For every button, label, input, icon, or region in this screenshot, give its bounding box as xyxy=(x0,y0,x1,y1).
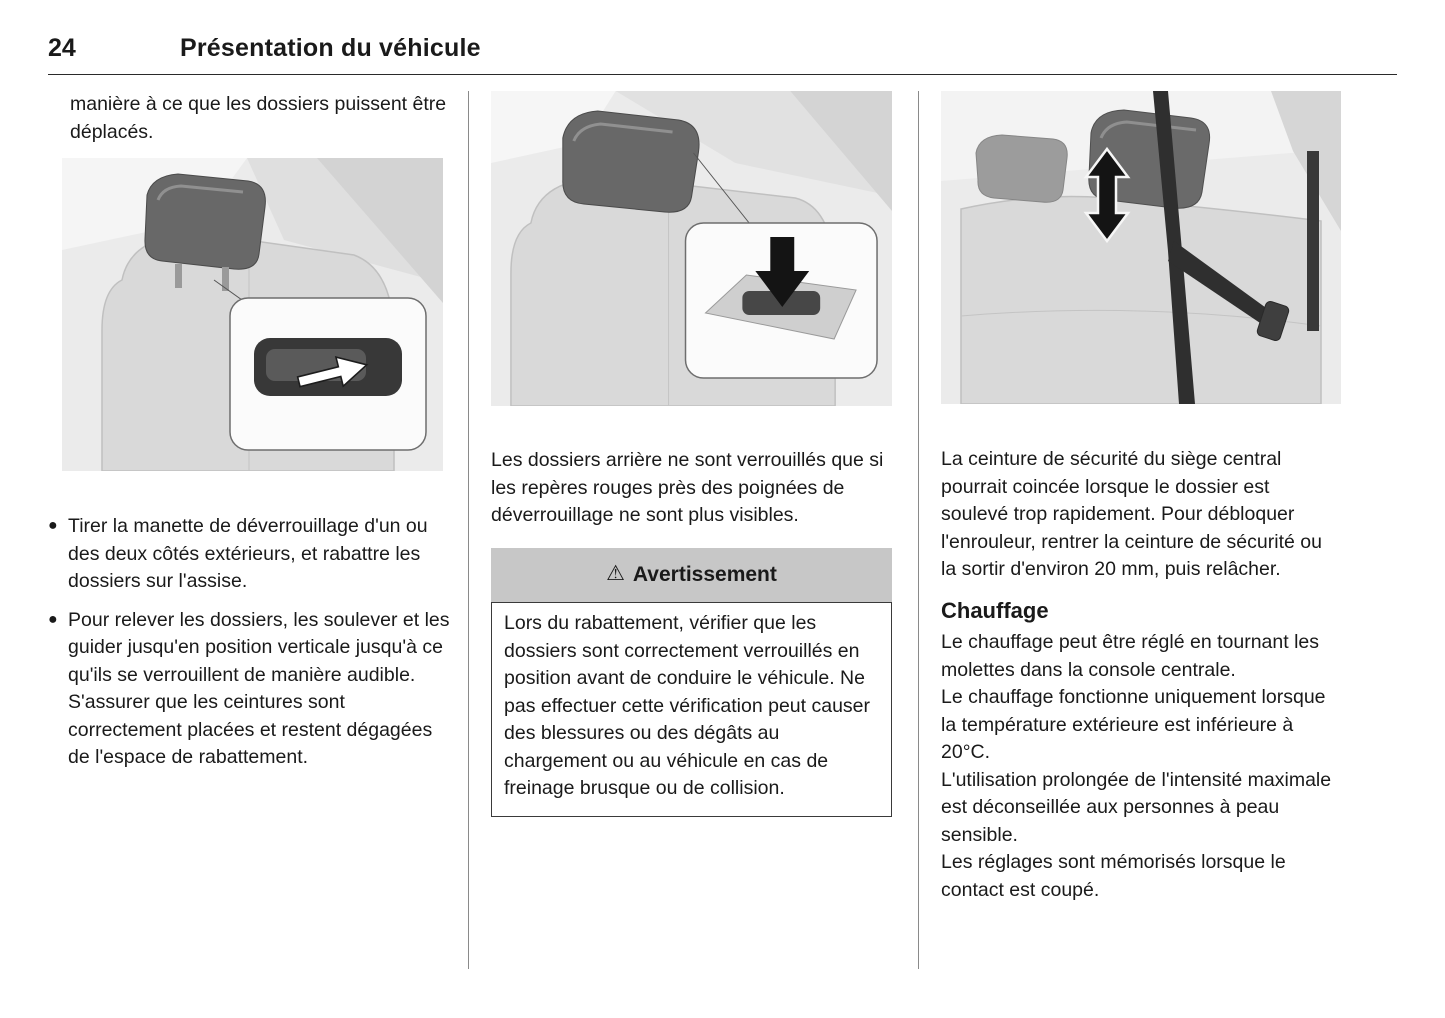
warning-header xyxy=(491,548,892,603)
content-columns xyxy=(48,91,1397,969)
bullet-icon: ● xyxy=(48,610,58,628)
headrest-post-left xyxy=(175,264,182,288)
heading-chauffage: Chauffage xyxy=(941,597,1049,623)
column-right xyxy=(919,91,1397,969)
warning-icon: ⚠ xyxy=(606,561,625,585)
list-item-text: Pour relever les dossiers, les soulever et les guider jusqu'en position verticale jusqu'à ce qu'ils se verrouillent de manière audible. S'assurer que les ceintures sont correctement placées et restent dégagées de l'espace de rabattement. xyxy=(68,608,450,768)
header-rule xyxy=(48,74,1397,75)
lock-indicator-text: Les dossiers arrière ne sont verrouillés que si les repères rouges près des poignées de déverrouillage ne sont plus visibles. xyxy=(491,449,884,526)
seat-fold-release-illustration xyxy=(62,158,443,471)
warning-box xyxy=(491,548,892,817)
column-middle xyxy=(469,91,918,969)
side-belt-strap xyxy=(1307,151,1319,331)
headrest-left xyxy=(976,135,1067,202)
headrest-post-right xyxy=(222,267,229,291)
list-item xyxy=(48,607,456,772)
belt-caution-text: La ceinture de sécurité du siège central pourrait coincée lorsque le dossier est soulevé trop rapidement. Pour débloquer l'enrouleur, rentrer la ceinture de sécurité ou la sortir d'environ 20 mm, puis relâcher. xyxy=(941,448,1322,580)
instruction-list xyxy=(48,513,456,772)
page-number: 24 xyxy=(48,34,76,62)
seat-release-button-illustration xyxy=(491,91,892,406)
heating-paragraph: Le chauffage fonctionne uniquement lorsque la température extérieure est inférieure à 20°C. xyxy=(941,686,1326,763)
list-item-text: Tirer la manette de déverrouillage d'un ou des deux côtés extérieurs, et rabattre les dossiers sur l'assise. xyxy=(68,515,428,592)
intro-text: manière à ce que les dossiers puissent être déplacés. xyxy=(70,93,447,143)
seat-release-button-drawing xyxy=(491,91,892,406)
warning-body: Lors du rabattement, vérifier que les dossiers sont correctement verrouillés en position avant de conduire le véhicule. Ne pas effectuer cette vérification peut causer des blessures ou des dégâts au chargement ou au véhicule en cas de freinage brusque ou de collision. xyxy=(491,602,892,817)
center-belt-illustration xyxy=(941,91,1341,404)
heating-paragraph: Le chauffage peut être réglé en tournant les molettes dans la console centrale. xyxy=(941,631,1320,681)
center-belt-drawing xyxy=(941,91,1341,404)
page-header xyxy=(48,34,1397,63)
list-item xyxy=(48,513,456,596)
page-title: Présentation du véhicule xyxy=(180,34,481,62)
heating-paragraph: L'utilisation prolongée de l'intensité maximale est déconseillée aux personnes à peau sensible. xyxy=(941,768,1332,846)
bullet-icon: ● xyxy=(48,517,58,534)
seat-fold-release-drawing xyxy=(62,158,443,471)
heating-paragraph: Les réglages sont mémorisés lorsque le contact est coupé. xyxy=(941,851,1286,901)
warning-title: Avertissement xyxy=(632,562,777,586)
column-left xyxy=(48,91,468,969)
seat-bench xyxy=(961,197,1321,405)
